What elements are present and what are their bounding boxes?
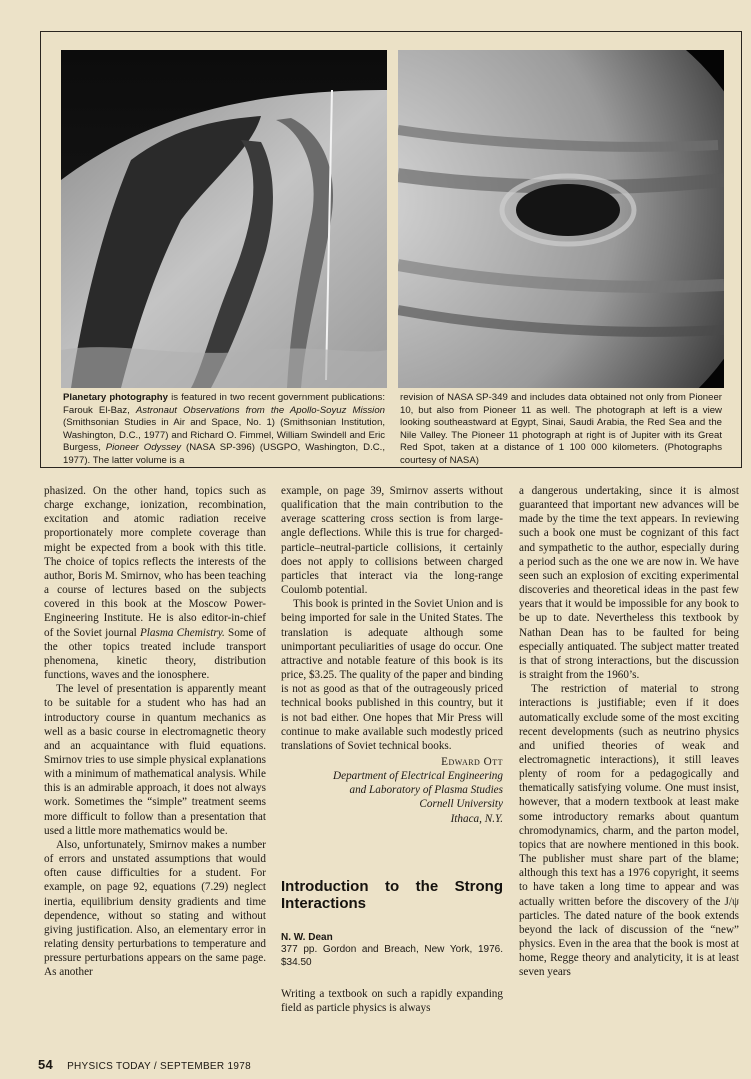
column-2 [281,484,503,1016]
column-1 [44,484,266,979]
reviewer-affiliation: Cornell University [419,798,503,811]
journal-title: Plasma Chemistry. [139,626,225,639]
reviewer-affiliation: Department of Electrical Engineering [333,770,503,783]
figure-frame [40,31,742,468]
caption-title: Pioneer Odyssey [105,442,182,454]
jupiter-photo-image [398,50,724,388]
text: phasized. On the other hand, topics such as charge exchange, ionization, recombination, excitation and atomic radiation receive proportionately more complete coverage than might be expected from a book with this title. The choice of topics reflects the interests of the author, Boris M. Smirnov, who has been teaching a course of lectures based on the subjects covered in this book at the Moscow Power-Engineering Institute. He is also editor-in-chief of the Soviet journal [44,485,266,639]
book-author: N. W. Dean [281,931,333,943]
caption-lead: Planetary photography [63,392,168,403]
review-meta [281,932,503,970]
caption-right: revision of NASA SP-349 and includes data obtained not only from Pioneer 10, but also from Pioneer 11 as well. The photograph at left is a view looking southeastward at Egypt, Sinai, Saudi Arabia, the Red Sea and the Nile Valley. The Pioneer 11 photograph at right is of Jupiter with its Great Red Spot, taken at a distance of 1 100 000 kilometers. (Photographs courtesy of NASA) [400,392,722,466]
caption-text: (NASA SP-396) (USGPO, Washington, D.C., 1977). The latter volume is a [63,442,385,466]
text: Some of the other topics treated include transport phenomena, kinetic theory, distribution functions, waves and the ionosphere. [44,626,266,682]
paragraph: a dangerous undertaking, since it is almost guaranteed that important new advances will be made by the time the text appears. In reviewing such a book one must be cognizant of this fact and sympathetic to the author, especially during a period such as the one we are now in. We have seen such an explosion of exciting experimental discoveries and theoretical ideas in the past few years that it would be impossible for any book to be up to date. Nevertheless this textbook by Nathan Dean has to be faulted for being especially antiquated. The subject matter treated is that of strong interactions, but the discussion is straight from the 1960’s. [519,485,739,682]
journal-issue: PHYSICS TODAY / SEPTEMBER 1978 [67,1061,251,1072]
paragraph: Also, unfortunately, Smirnov makes a number of errors and unstated assumptions that would often cause difficulties for a student. For example, on page 92, equations (7.29) neglect inertia, equilibrium density gradients and time dependence, without so stating and without giving justification. Also, an elementary error in relating density perturbations to temperature and pressure perturbations appears on the same page. As another [44,838,266,979]
page-number: 54 [38,1057,54,1072]
reviewer-affiliation: Ithaca, N.Y. [450,812,503,825]
paragraph [44,484,266,682]
reviewer-name: Edward Ott [441,755,503,768]
caption-text: (Smithsonian Studies in Air and Space, No. 1) (Smithsonian Institution, Washington, D.C., 1977) and Richard O. Fimmel, William Swindell and Eric Burgess, [63,417,385,454]
reviewer-signature [281,755,503,826]
paragraph: The level of presentation is apparently meant to be suitable for a student who has had an introductory course in quantum mechanics as well as a basic course in electromagnetic theory and an acquaintance with fluid equations. Smirnov tries to use simple physical explanations with a minimum of mathematical analysis. While this is an admirable approach, it does not always work. Sometimes the “simple” treatment seems more difficult to follow than a presentation that used a little more mathematics would be. [44,683,266,837]
reviewer-affiliation: and Laboratory of Plasma Studies [349,784,503,797]
book-publication-info: 377 pp. Gordon and Breach, New York, 1976. $34.50 [281,944,503,968]
earth-photo-image [61,50,387,388]
review-title: Introduction to the Strong Interactions [281,877,503,912]
caption-text: is featured in two recent government publications: Farouk El-Baz, [63,392,385,416]
jupiter-photo [398,50,724,388]
paragraph: example, on page 39, Smirnov asserts without qualification that the main contribution to the average scattering cross section is from large-angle deflections. While this is true for charged-particle–neutral-particle collisions, it certainly does not apply to collisions between charged particles that interact via the long-range Coulomb potential. [281,485,503,597]
paragraph: The restriction of material to strong interactions is justifiable; even if it does automatically exclude some of the most exciting recent developments (such as neutrino physics and unified theories of weak and electromagnetic interactions), it still leaves plenty of room for a pedagogically and thematically satisfying volume. One must insist, however, that a modern textbook at least make some introductory remarks about quantum chromodynamics, charm, and the parton model, topics that are nowhere mentioned in this book. The publisher must share part of the blame; although this text has a 1976 copyright, it seems to have taken a long time to appear and was actually written before the discovery of the J/ψ particles. The dated nature of the book extends beyond the lack of discussion of the “new” physics. Even in the area that the book is most at home, Regge theory and analyticity, it is at least seven years [519,683,739,979]
earth-photo [61,50,387,388]
column-3 [519,484,739,979]
paragraph: Writing a textbook on such a rapidly expanding field as particle physics is always [281,988,503,1015]
caption-title: Astronaut Observations from the Apollo-Soyuz Mission [135,404,385,416]
page-footer [38,1057,251,1072]
caption-left [63,392,385,468]
paragraph: This book is printed in the Soviet Union and is being imported for sale in the United States. The translation is adequate although some unimportant peculiarities of usage do occur. One attractive and notable feature of this book is its price, $3.25. The quality of the paper and binding is not as good as that of the outrageously priced technical books published in this country, but it is not bad either. One hopes that Mir Press will continue to make available such modestly priced translations of Soviet technical books. [281,598,503,752]
